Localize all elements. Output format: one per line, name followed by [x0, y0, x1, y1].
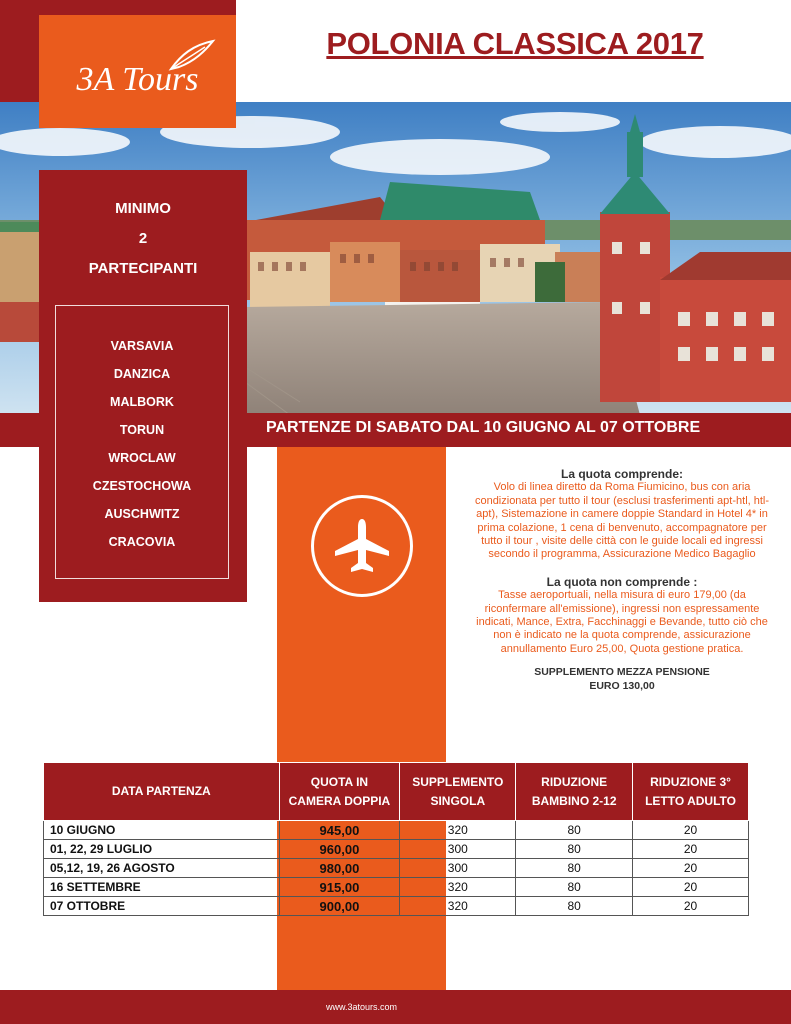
city-item: WROCLAW — [108, 451, 176, 465]
participants-label: PARTECIPANTI — [88, 260, 198, 277]
col-header-single-supplement: SUPPLEMENTO SINGOLA — [400, 763, 516, 821]
child-reduction: 80 — [516, 821, 633, 840]
child-reduction: 80 — [516, 897, 633, 916]
city-item: AUSCHWITZ — [104, 507, 180, 521]
col-header-child-reduction: RIDUZIONE BAMBINO 2-12 — [516, 763, 633, 821]
quote-info — [467, 468, 777, 693]
single-supplement: 300 — [400, 840, 516, 859]
departure-date: 01, 22, 29 LUGLIO — [44, 840, 280, 859]
departure-date: 05,12, 19, 26 AGOSTO — [44, 859, 280, 878]
supplement-line2: EURO 130,00 — [589, 679, 655, 692]
city-item: MALBORK — [110, 395, 174, 409]
double-room-price: 980,00 — [279, 859, 400, 878]
departure-date: 16 SETTEMBRE — [44, 878, 280, 897]
page-title: POLONIA CLASSICA 2017 — [326, 26, 704, 61]
third-bed-reduction: 20 — [633, 840, 749, 859]
city-item: CZESTOCHOWA — [92, 479, 192, 493]
supplement-line1: SUPPLEMENTO MEZZA PENSIONE — [534, 666, 710, 679]
logo — [39, 15, 236, 128]
airplane-icon — [311, 495, 413, 597]
departures-text: PARTENZE DI SABATO DAL 10 GIUGNO AL 07 OTTOBRE — [266, 419, 701, 436]
child-reduction: 80 — [516, 878, 633, 897]
includes-heading: La quota comprende: — [560, 467, 683, 481]
third-bed-reduction: 20 — [633, 878, 749, 897]
min-participants — [39, 194, 247, 284]
excludes-text: Tasse aeroportuali, nella misura di euro 179,00 (da riconfermare all'emissione), ingressi non espressamente indicati, Mance, Extra, Facchinaggi e Bevande, tutto ciò che non è indicato ne la quota comprende, assicurazione annullamento Euro 25,00, Quota gestione pratica. — [476, 589, 768, 655]
min-participants-panel — [39, 170, 247, 602]
table-row — [44, 878, 749, 897]
col-header-date: DATA PARTENZA — [44, 763, 280, 821]
double-room-price: 960,00 — [279, 840, 400, 859]
city-item: CRACOVIA — [108, 535, 176, 549]
pricing-table — [43, 762, 749, 916]
table-row — [44, 859, 749, 878]
child-reduction: 80 — [516, 859, 633, 878]
double-room-price: 945,00 — [279, 821, 400, 840]
double-room-price: 915,00 — [279, 878, 400, 897]
child-reduction: 80 — [516, 840, 633, 859]
third-bed-reduction: 20 — [633, 821, 749, 840]
col-header-double-room: QUOTA IN CAMERA DOPPIA — [279, 763, 400, 821]
table-row — [44, 897, 749, 916]
min-number: 2 — [138, 230, 148, 247]
table-row — [44, 840, 749, 859]
feather-icon — [167, 37, 217, 73]
single-supplement: 320 — [400, 897, 516, 916]
single-supplement: 300 — [400, 859, 516, 878]
single-supplement: 320 — [400, 821, 516, 840]
cities-list — [55, 305, 229, 579]
city-item: DANZICA — [113, 367, 171, 381]
min-label: MINIMO — [115, 200, 171, 217]
third-bed-reduction: 20 — [633, 859, 749, 878]
excludes-heading: La quota non comprende : — [546, 574, 698, 589]
footer-url[interactable]: www.3atours.com — [325, 1002, 398, 1012]
departure-date: 10 GIUGNO — [44, 821, 280, 840]
logo-text: 3A Tours — [76, 61, 199, 98]
includes-text: Volo di linea diretto da Roma Fiumicino, bus con aria condizionata per tutto il tour (esclusi trasferimenti apt-htl, htl-apt), Sistemazione in camere doppie Standard in Hotel 4* in prima colazione, 1 cena di benvenuto, accompagnatore per tutto il tour , visite delle città con le guide locali ed ingressi secondo il programma, Assicurazione Medico Bagaglio — [474, 481, 770, 561]
city-item: TORUN — [119, 423, 165, 437]
double-room-price: 900,00 — [279, 897, 400, 916]
third-bed-reduction: 20 — [633, 897, 749, 916]
table-row — [44, 821, 749, 840]
single-supplement: 320 — [400, 878, 516, 897]
table-header-row — [44, 763, 749, 821]
col-header-third-bed: RIDUZIONE 3° LETTO ADULTO — [633, 763, 749, 821]
city-item: VARSAVIA — [110, 339, 174, 353]
departure-date: 07 OTTOBRE — [44, 897, 280, 916]
